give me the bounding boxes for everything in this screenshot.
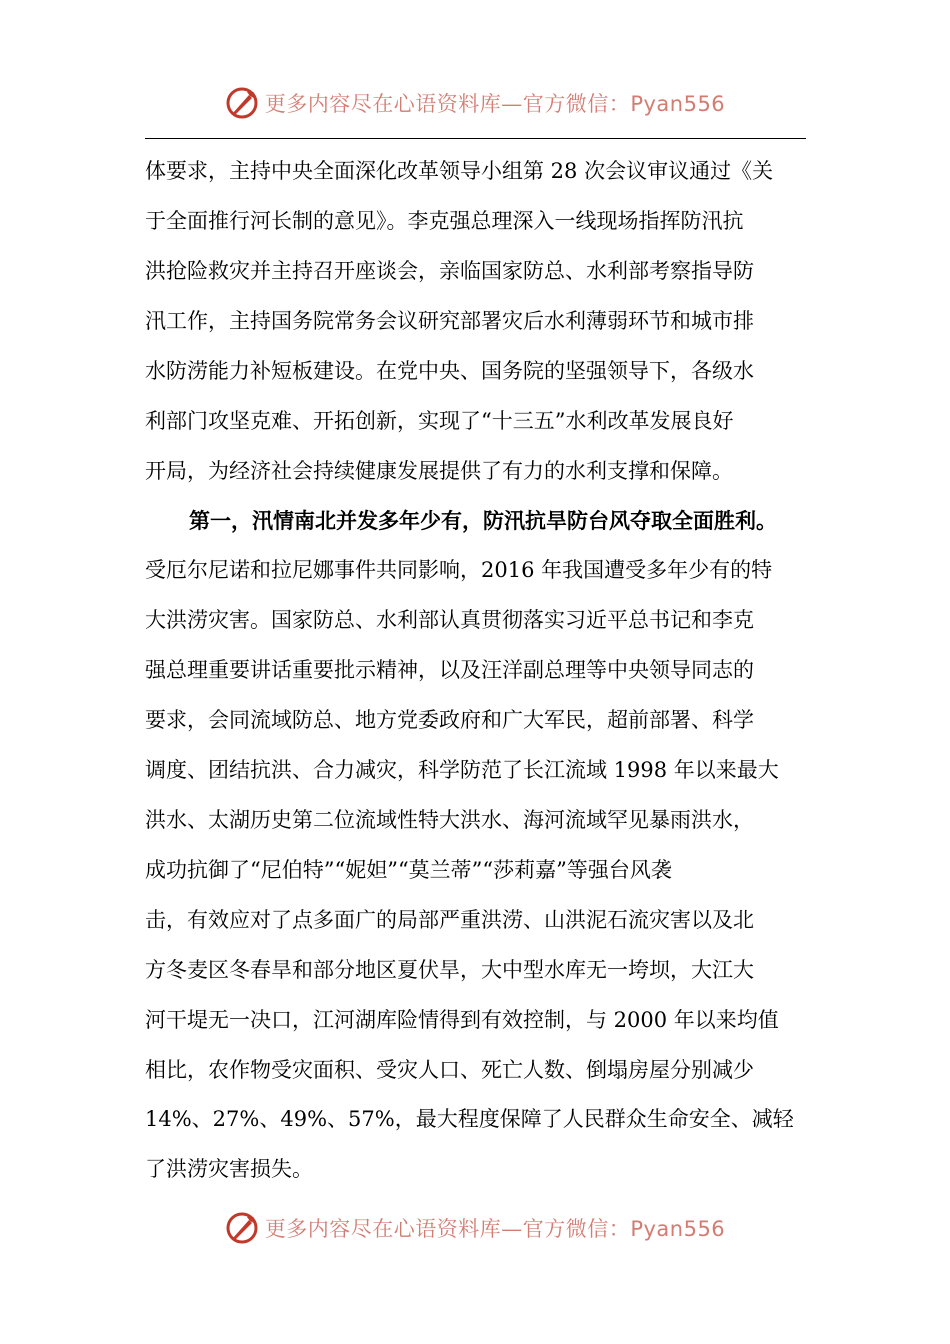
section-line: 调度、团结抗洪、合力减灾，科学防范了长江流域 1998 年以来最大 xyxy=(145,758,779,782)
body-line: 利部门攻坚克难、开拓创新，实现了“十三五”水利改革发展良好 xyxy=(145,409,734,433)
section-line: 相比，农作物受灾面积、受灾人口、死亡人数、倒塌房屋分别减少 xyxy=(145,1058,754,1082)
section-line: 14%、27%、49%、57%，最大程度保障了人民群众生命安全、减轻 xyxy=(145,1107,794,1131)
banner-text: 更多内容尽在心语资料库—官方微信：Pyan556 xyxy=(264,1217,726,1241)
banner-text: 更多内容尽在心语资料库—官方微信：Pyan556 xyxy=(264,92,726,116)
section-heading: 第一，汛情南北并发多年少有，防汛抗旱防台风夺取全面胜利。 xyxy=(189,508,777,533)
section-line: 成功抗御了“尼伯特”“妮妲”“莫兰蒂”“莎莉嘉”等强台风袭 xyxy=(145,858,672,882)
body-line: 于全面推行河长制的意见》。李克强总理深入一线现场指挥防汛抗 xyxy=(145,209,744,233)
section-line: 击，有效应对了点多面广的局部严重洪涝、山洪泥石流灾害以及北 xyxy=(145,908,754,932)
header-banner xyxy=(0,83,950,123)
body-line: 体要求，主持中央全面深化改革领导小组第 28 次会议审议通过《关 xyxy=(145,159,774,183)
section-line: 河干堤无一决口，江河湖库险情得到有效控制，与 2000 年以来均值 xyxy=(145,1008,779,1032)
section-line: 大洪涝灾害。国家防总、水利部认真贯彻落实习近平总书记和李克 xyxy=(145,608,754,632)
quill-logo-icon xyxy=(225,1211,259,1245)
body-line: 水防涝能力补短板建设。在党中央、国务院的坚强领导下，各级水 xyxy=(145,359,754,383)
wechat-id: Pyan556 xyxy=(630,92,726,116)
body-line: 汛工作，主持国务院常务会议研究部署灾后水利薄弱环节和城市排 xyxy=(145,309,754,333)
header-rule xyxy=(145,138,806,139)
section-line: 要求，会同流域防总、地方党委政府和广大军民，超前部署、科学 xyxy=(145,708,754,732)
footer-banner xyxy=(0,1208,950,1248)
section-line: 强总理重要讲话重要批示精神，以及汪洋副总理等中央领导同志的 xyxy=(145,658,754,682)
body-line: 开局，为经济社会持续健康发展提供了有力的水利支撑和保障。 xyxy=(145,459,733,483)
section-line: 了洪涝灾害损失。 xyxy=(145,1157,313,1181)
wechat-id: Pyan556 xyxy=(630,1217,726,1241)
quill-logo-icon xyxy=(225,86,259,120)
body-line: 洪抢险救灾并主持召开座谈会，亲临国家防总、水利部考察指导防 xyxy=(145,259,754,283)
section-line: 受厄尔尼诺和拉尼娜事件共同影响，2016 年我国遭受多年少有的特 xyxy=(145,558,773,582)
section-line: 方冬麦区冬春旱和部分地区夏伏旱，大中型水库无一垮坝，大江大 xyxy=(145,958,754,982)
section-line: 洪水、太湖历史第二位流域性特大洪水、海河流域罕见暴雨洪水， xyxy=(145,808,754,832)
